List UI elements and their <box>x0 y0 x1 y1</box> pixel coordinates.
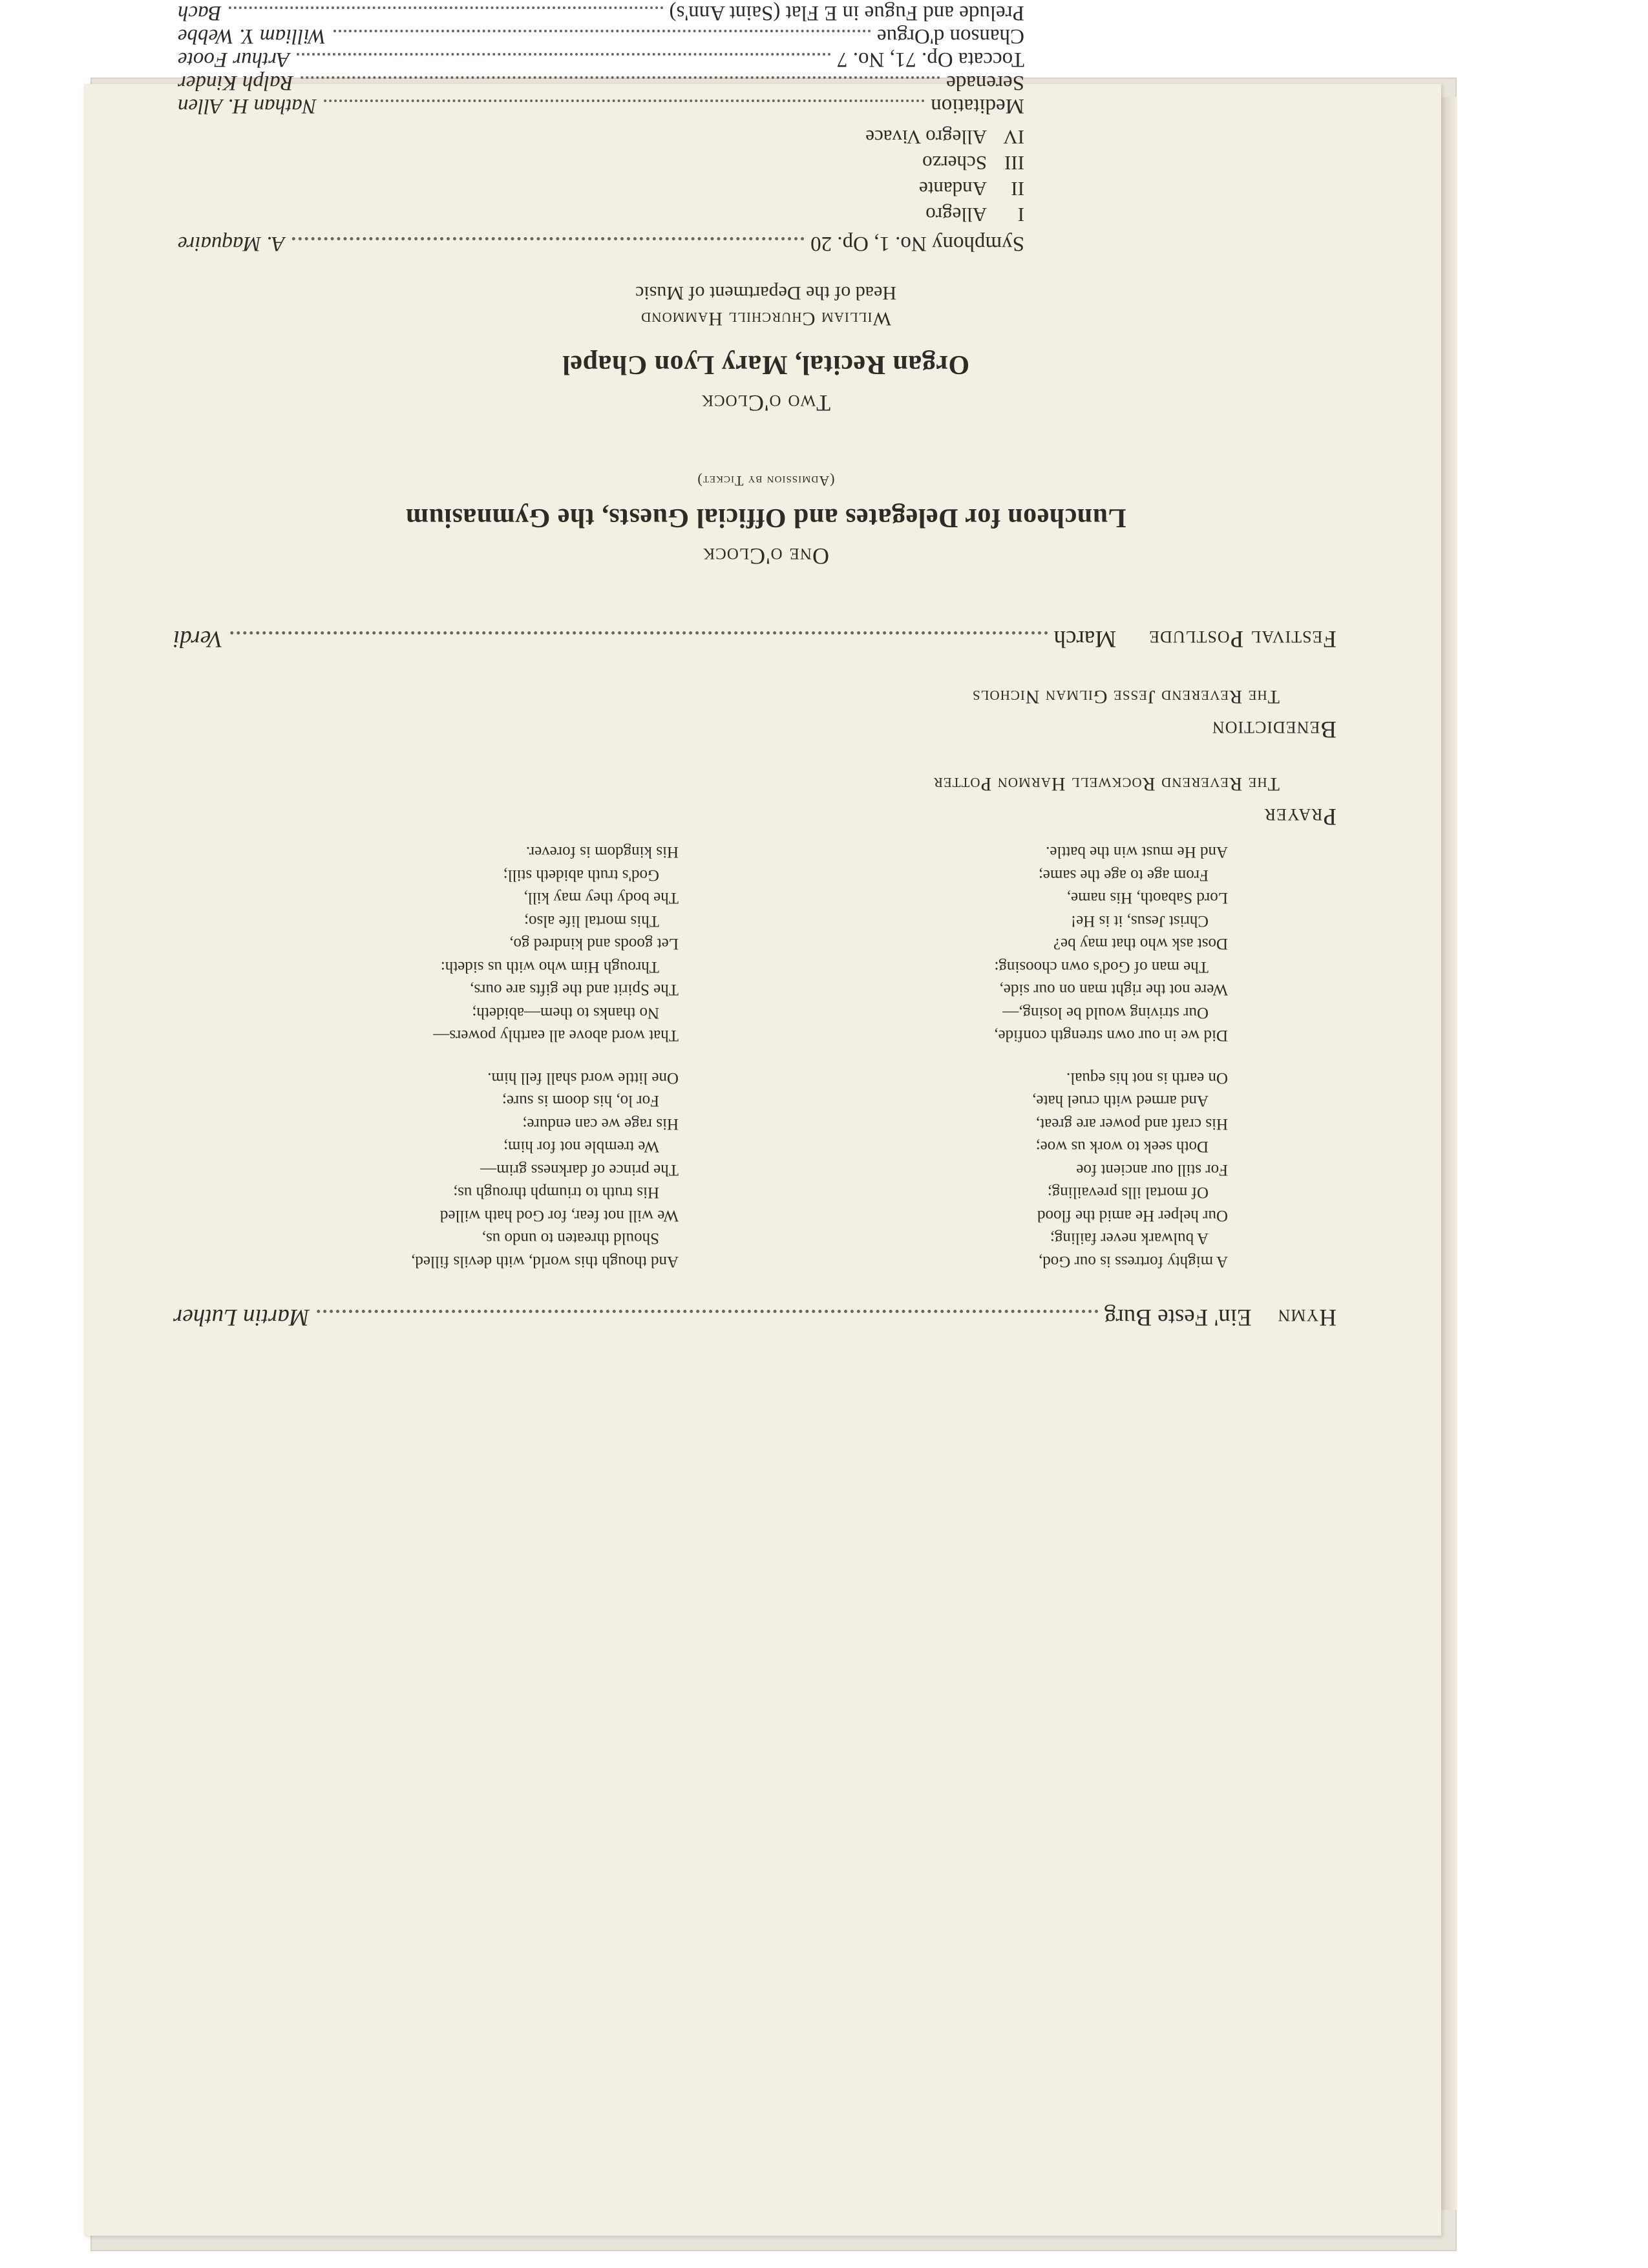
leader-dots <box>291 237 804 240</box>
luncheon-time: One o'Clock <box>703 543 829 569</box>
hymn-verse-line: Were not the right man on our side, <box>999 981 1228 999</box>
hymn-verse-line: And though this world, with devils filled, <box>411 1253 679 1270</box>
hymn-verse-line: Should threaten to undo us, <box>481 1230 659 1248</box>
recital-piece-row <box>178 71 1024 94</box>
piece-title: Serenade <box>946 71 1024 94</box>
hymn-verse-line: His rage we can endure; <box>522 1115 679 1133</box>
piece-title: Meditation <box>931 94 1024 118</box>
recital-piece-row <box>178 94 1024 118</box>
luncheon-heading: Luncheon for Delegates and Official Guests, the Gymnasium <box>405 503 1126 532</box>
movement-row <box>865 150 1024 176</box>
recital-piece-row <box>178 48 1024 71</box>
hymn-verse-line: This mortal life also; <box>524 912 659 930</box>
movement-name: Andante <box>918 178 987 200</box>
verses-left-column <box>711 841 1228 1273</box>
movement-row <box>865 124 1024 150</box>
symphony-composer: A. Maquaire <box>178 232 285 255</box>
piece-title: Toccata Op. 71, No. 7 <box>836 48 1024 71</box>
recital-time: Two o'Clock <box>701 390 831 416</box>
hymn-label: Hymn <box>1277 1304 1336 1330</box>
hymn-verse-line: Our helper He amid the flood <box>1037 1207 1228 1224</box>
hymn-verse-line: The Spirit and the gifts are ours, <box>470 981 679 999</box>
hymn-verse-line: The man of God's own choosing: <box>994 958 1209 976</box>
postlude-label: Festival Postlude <box>1148 625 1336 652</box>
hymn-verse-line: We tremble not for him; <box>503 1138 659 1156</box>
hymn-verse-line: We will not fear, for God hath willed <box>439 1207 679 1224</box>
symphony-title: Symphony No. 1, Op. 20 <box>810 232 1024 255</box>
benediction-label: Benediction <box>1211 716 1336 742</box>
postlude-entry <box>173 625 1336 653</box>
prayer-officiant: The Reverend Rockwell Harmon Potter <box>933 773 1280 795</box>
hymn-verse-line: Dost ask who that may be? <box>1053 935 1228 953</box>
hymn-verse-line: His craft and power are great, <box>1035 1115 1228 1133</box>
symphony-movements <box>865 124 1024 227</box>
piece-title: Chanson d'Orgue <box>876 25 1024 48</box>
recital-heading: Organ Recital, Mary Lyon Chapel <box>562 350 970 379</box>
verses-right-column <box>162 841 679 1273</box>
hymn-verse-line: Doth seek to work us woe; <box>1035 1138 1209 1156</box>
movement-name: Scherzo <box>922 152 987 174</box>
recital-pieces <box>178 1 1024 118</box>
program-page <box>84 1 1441 2236</box>
hymn-verse-line: Did we in our own strength confide, <box>994 1027 1228 1045</box>
hymn-verse-line: Of mortal ills prevailing; <box>1047 1184 1209 1202</box>
leader-dots <box>229 631 1048 635</box>
hymn-verse-line: Our striving would be losing,— <box>1002 1004 1209 1022</box>
leader-dots <box>316 1310 1098 1313</box>
movement-name: Allegro <box>925 204 987 226</box>
hymn-verse-line: Through Him who with us sideth: <box>440 958 659 976</box>
recital-performer-title: Head of the Department of Music <box>635 282 897 304</box>
hymn-entry <box>173 1303 1336 1331</box>
hymn-verse-line: The prince of darkness grim— <box>480 1161 679 1179</box>
hymn-verse-line: God's truth abideth still; <box>503 866 659 884</box>
leader-dots <box>300 76 940 79</box>
benediction-officiant: The Reverend Jesse Gilman Nichols <box>972 686 1280 708</box>
hymn-verse-line: No thanks to them—abideth; <box>472 1004 659 1022</box>
hymn-verse-line: The body they may kill, <box>523 889 679 907</box>
hymn-verse-line: Let goods and kindred go, <box>509 935 679 953</box>
prayer-label: Prayer <box>1263 803 1336 830</box>
movement-number: II <box>1011 178 1024 200</box>
hymn-verse-line: For still our ancient foe <box>1076 1161 1228 1179</box>
hymn-verse-line: And armed with cruel hate, <box>1032 1092 1209 1110</box>
piece-composer: Bach <box>178 1 222 25</box>
recital-piece-row <box>178 1 1024 25</box>
movement-name: Allegro Vivace <box>865 126 987 149</box>
leader-dots <box>228 6 663 9</box>
hymn-verse-line: His truth to triumph through us; <box>453 1184 659 1202</box>
symphony-entry <box>178 231 1024 255</box>
movement-number: I <box>1017 204 1024 226</box>
hymn-verse-line: For lo, his doom is sure; <box>502 1092 659 1110</box>
piece-composer: Nathan H. Allen <box>178 94 317 118</box>
recital-performer: William Churchill Hammond <box>640 308 891 330</box>
leader-dots <box>323 100 924 102</box>
movement-row <box>865 202 1024 227</box>
piece-title: Prelude and Fugue in E Flat (Saint Ann's) <box>669 1 1024 25</box>
hymn-verse-line: Lord Sabaoth, His name, <box>1066 889 1228 907</box>
hymn-verse-line: A bulwark never failing; <box>1050 1230 1209 1248</box>
hymn-verse-line: From age to age the same; <box>1038 866 1209 884</box>
recital-piece-row <box>178 25 1024 48</box>
hymn-composer: Martin Luther <box>173 1304 310 1330</box>
hymn-verse-line: Christ Jesus, it is He! <box>1070 912 1209 930</box>
movement-row <box>865 176 1024 202</box>
piece-composer: Ralph Kinder <box>178 71 293 94</box>
hymn-title: Ein' Feste Burg <box>1104 1304 1252 1330</box>
postlude-title: March <box>1053 625 1117 652</box>
hymn-verse-line: That word above all earthly powers— <box>433 1027 679 1045</box>
hymn-verse-line: And He must win the battle. <box>1046 843 1228 861</box>
postlude-composer: Verdi <box>173 625 223 652</box>
leader-dots <box>333 30 871 32</box>
hymn-verse-line: One little word shall fell him. <box>487 1069 679 1087</box>
hymn-verse-line: On earth is not his equal. <box>1066 1069 1228 1087</box>
luncheon-note: (Admission by Ticket) <box>697 473 835 489</box>
piece-composer: Arthur Foote <box>178 48 290 71</box>
movement-number: IV <box>1003 126 1024 149</box>
hymn-verse-line: His kingdom is forever. <box>525 843 679 861</box>
piece-composer: William Y. Webbe <box>178 25 326 48</box>
hymn-verse-line: A mighty fortress is our God, <box>1038 1253 1228 1270</box>
movement-number: III <box>1004 152 1024 174</box>
leader-dots <box>296 53 830 56</box>
